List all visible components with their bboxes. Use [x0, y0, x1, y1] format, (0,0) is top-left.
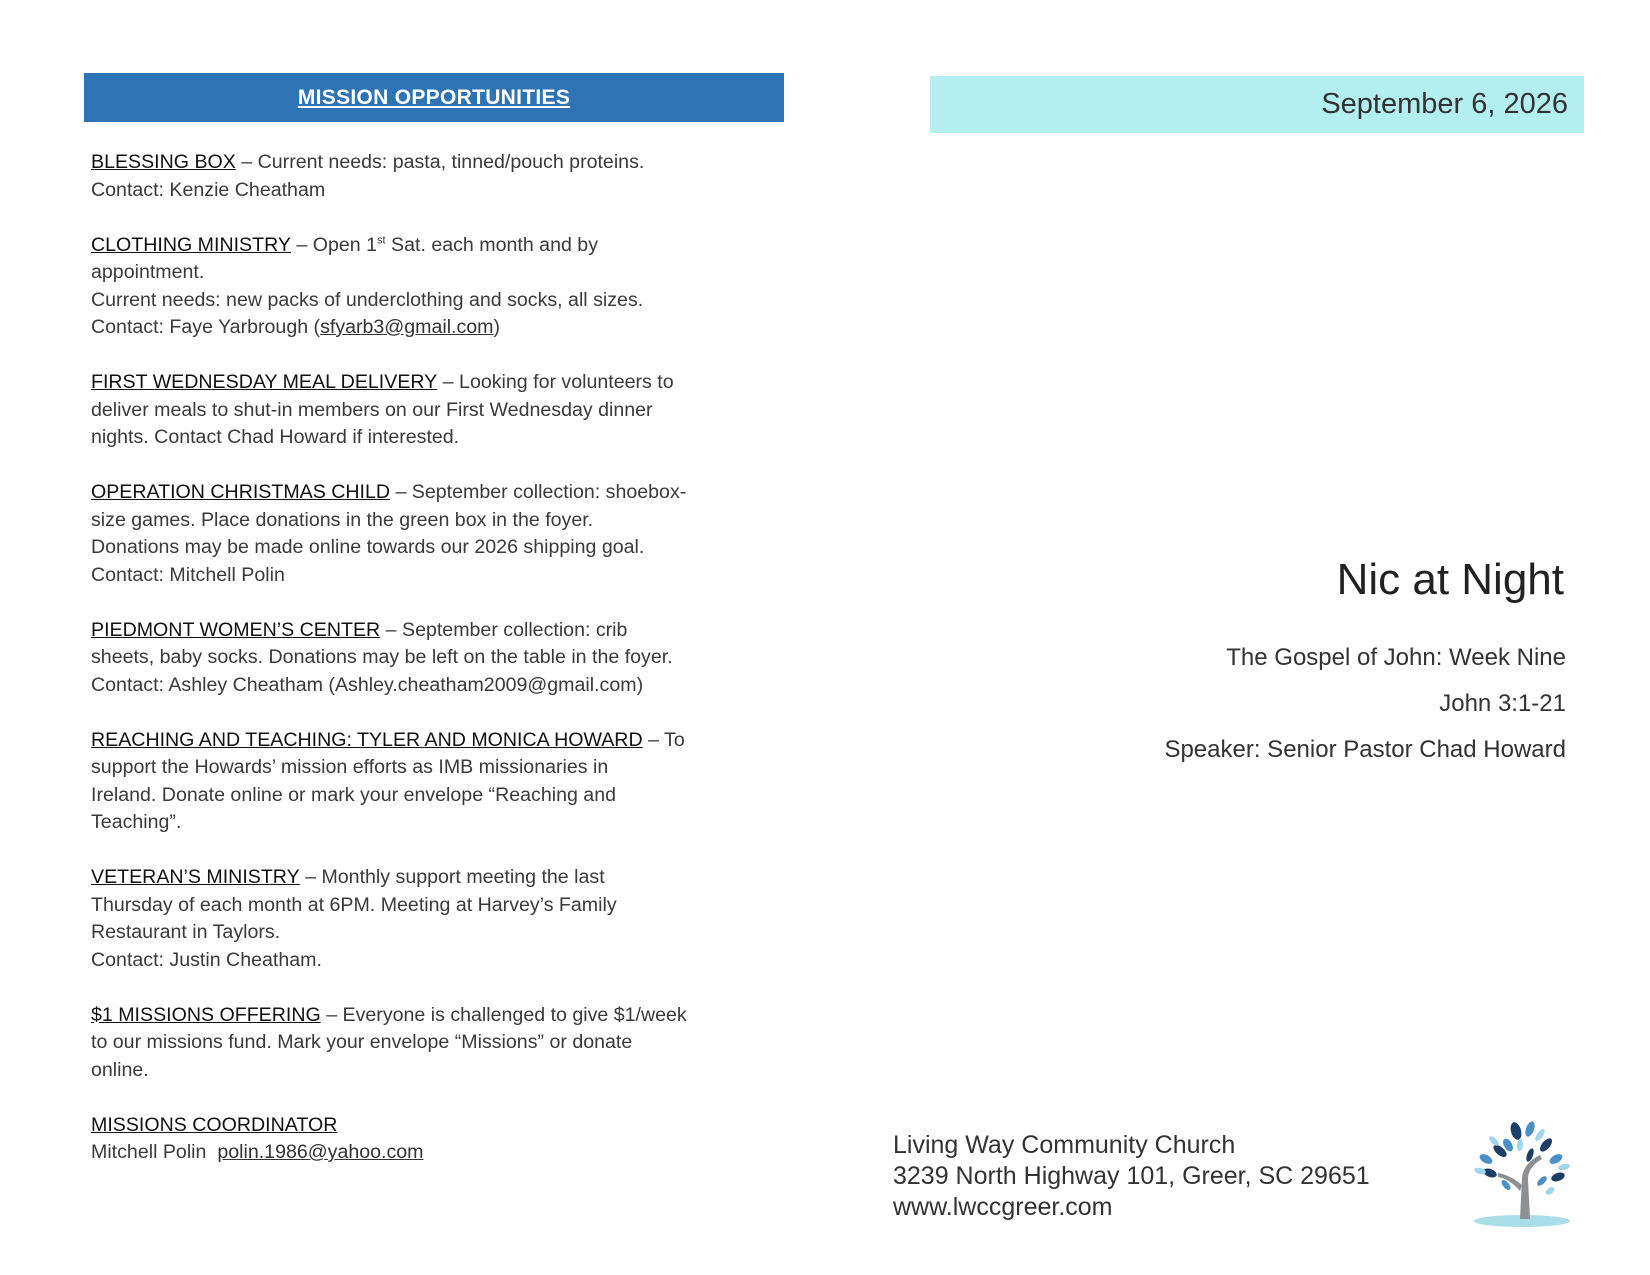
- mission-text: Contact: Mitchell Polin: [91, 563, 285, 586]
- mission-text: – Everyone is challenged to give $1/week: [326, 1003, 687, 1026]
- mission-text: to our missions fund. Mark your envelope “Missions” or donate: [91, 1031, 633, 1053]
- mission-item-blessing-box: [91, 149, 784, 204]
- contact-label: Contact: Faye Yarbrough (: [91, 316, 321, 338]
- mission-contact: [91, 314, 784, 342]
- mission-text: appointment.: [91, 261, 205, 283]
- cover-info: [1164, 555, 1566, 773]
- mission-opportunities-banner: MISSION OPPORTUNITIES: [84, 73, 784, 122]
- mission-title: $1 MISSIONS OFFERING: [91, 1003, 321, 1026]
- service-title: Nic at Night: [1336, 555, 1564, 604]
- date-banner: [930, 76, 1584, 133]
- service-date: September 6, 2026: [1321, 88, 1568, 120]
- mission-text: Ireland. Donate online or mark your envelope “Reaching and: [91, 783, 616, 806]
- mission-text: – September collection: shoebox-: [395, 481, 687, 503]
- sermon-series: The Gospel of John: Week Nine: [1226, 644, 1566, 671]
- mission-text: nights. Contact Chad Howard if interested.: [91, 426, 460, 448]
- mission-item-veterans-ministry: [91, 864, 784, 974]
- tree-logo-icon: [1470, 1115, 1580, 1235]
- mission-item-missions-offering: [91, 1002, 784, 1085]
- mission-list: [84, 149, 784, 1167]
- mission-text: – Monthly support meeting the last: [305, 866, 605, 888]
- mission-item-clothing-ministry: [91, 232, 784, 342]
- mission-title: VETERAN’S MINISTRY: [91, 866, 300, 888]
- mission-text: – To: [648, 728, 685, 751]
- email-link[interactable]: sfyarb3@gmail.com: [320, 316, 494, 338]
- mission-text: size games. Place donations in the green box in the foyer.: [91, 508, 594, 531]
- mission-text: Current needs: new packs of underclothing and socks, all sizes.: [91, 288, 644, 311]
- mission-item-reaching-and-teaching: [91, 727, 784, 837]
- mission-title: MISSIONS COORDINATOR: [91, 1113, 338, 1136]
- mission-text: deliver meals to shut-in members on our First Wednesday dinner: [91, 398, 653, 421]
- mission-text: Contact: Justin Cheatham.: [91, 948, 322, 971]
- coordinator-email-link[interactable]: polin.1986@yahoo.com: [217, 1141, 424, 1163]
- church-website[interactable]: www.lwccgreer.com: [893, 1193, 1113, 1221]
- mission-item-piedmont-womens-center: [91, 617, 784, 700]
- mission-text: Donations may be made online towards our 2026 shipping goal.: [91, 536, 645, 558]
- mission-title: OPERATION CHRISTMAS CHILD: [91, 481, 391, 503]
- mission-title: BLESSING BOX: [91, 151, 236, 173]
- mission-title: REACHING AND TEACHING: TYLER AND MONICA HOWARD: [91, 728, 643, 751]
- mission-text: Thursday of each month at 6PM. Meeting at Harvey’s Family: [91, 893, 617, 916]
- mission-text: online.: [91, 1058, 149, 1081]
- mission-text: Teaching”.: [91, 811, 182, 833]
- mission-title: PIEDMONT WOMEN’S CENTER: [91, 618, 381, 641]
- mission-text: – Open 1: [296, 233, 378, 256]
- coordinator-name: Mitchell Polin: [91, 1141, 207, 1163]
- mission-text: – Current needs: pasta, tinned/pouch proteins.: [241, 151, 645, 173]
- mission-text: – September collection: crib: [385, 618, 628, 641]
- mission-text: Contact: Ashley Cheatham (Ashley.cheatham2009@gmail.com): [91, 673, 644, 696]
- mission-text: Restaurant in Taylors.: [91, 921, 281, 943]
- scripture-reference: John 3:1-21: [1439, 690, 1566, 717]
- church-name: Living Way Community Church: [893, 1131, 1236, 1159]
- mission-item-meal-delivery: [91, 369, 784, 452]
- mission-text: support the Howards’ mission efforts as IMB missionaries in: [91, 756, 609, 778]
- mission-title: CLOTHING MINISTRY: [91, 233, 291, 256]
- contact-suffix: ): [493, 316, 501, 338]
- mission-text: – Looking for volunteers to: [442, 371, 674, 393]
- mission-text: Contact: Kenzie Cheatham: [91, 178, 326, 201]
- church-address: 3239 North Highway 101, Greer, SC 29651: [893, 1162, 1370, 1190]
- ordinal-suffix: st: [377, 233, 386, 246]
- mission-item-operation-christmas-child: [91, 479, 784, 589]
- mission-text: Sat. each month and by: [385, 233, 598, 256]
- mission-title: FIRST WEDNESDAY MEAL DELIVERY: [91, 371, 438, 393]
- mission-text: sheets, baby socks. Donations may be left on the table in the foyer.: [91, 646, 673, 668]
- left-panel: [84, 73, 784, 1194]
- speaker: Speaker: Senior Pastor Chad Howard: [1164, 736, 1566, 763]
- church-info: [893, 1130, 1370, 1223]
- missions-coordinator: [91, 1112, 784, 1167]
